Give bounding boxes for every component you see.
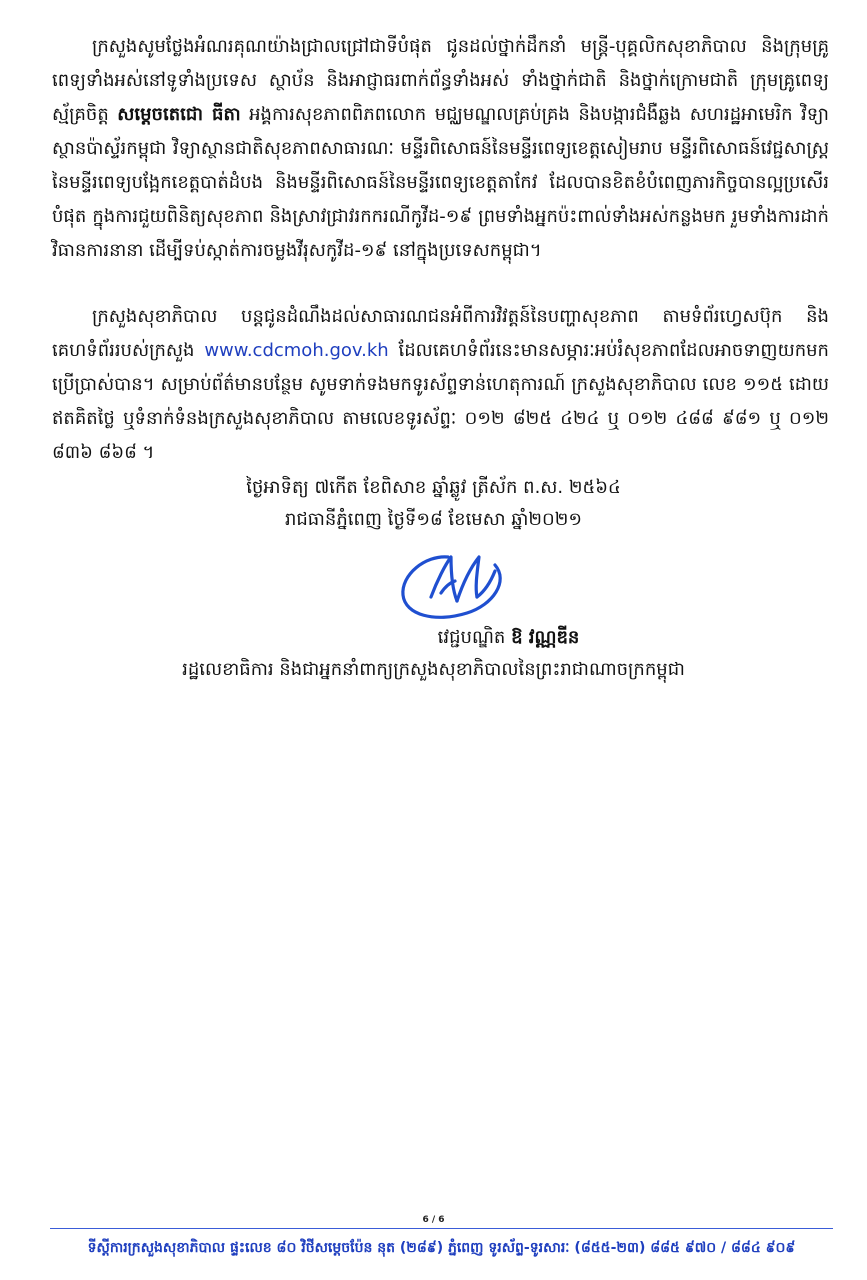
paragraph-information-text-b: ដែលគេហទំព័រនេះមានសម្ភារៈអប់រំសុខភាពដែលអាចទាញយកមកប្រើប្រាស់បាន។ សម្រាប់ព័ត៌មានបន្ថែម សូមទាក់ទងមកទូរស័ព្ទទាន់ហេតុការណ៍ ក្រសួងសុខាភិបាល លេខ ១១៥ ដោយឥតគិតថ្លៃ ឬទំនាក់ទំនងក្រសួងសុខាភិបាល តាមលេខទូរស័ព្ទៈ ០១២ ៨២៥ ៤២៤ ឬ ០១២ ៤៨៨ ៩៨១ ឬ ០១២ ៨៣៦ ៨៦៨ ។: [52, 340, 829, 463]
page-number: 6 / 6: [422, 1215, 445, 1225]
paragraph-information-text-a: ក្រសួងសុខាភិបាល បន្តជូនដំណឹងដល់សាធារណជនអំពីការវិវត្តន៍នៃបញ្ហាសុខភាព តាមទំព័រហ្វេសប៊ុក និងគេហទំព័ររបស់ក្រសួង: [52, 306, 829, 361]
paragraph-thanks-text-b: អង្គការសុខភាពពិភពលោក មជ្ឈមណ្ឌលគ្រប់គ្រង និងបង្ការជំងឺឆ្លង សហរដ្ឋអាមេរិក វិទ្យាស្ថានប៉ាស្ទ័រកម្ពុជា វិទ្យាស្ថានជាតិសុខភាពសាធារណៈ មន្ទីរពិសោធន៍នៃមន្ទីរពេទ្យខេត្តសៀមរាប មន្ទីរពិសោធន៍វេជ្ជសាស្ត្រនៃមន្ទីរពេទ្យបង្អែកខេត្តបាត់ដំបង និងមន្ទីរពិសោធន៍នៃមន្ទីរពេទ្យខេត្តតាកែវ ដែលបានខិតខំបំពេញភារកិច្ចបានល្អប្រសើរបំផុត ក្នុងការជួយពិនិត្យសុខភាព និងស្រាវជ្រាវរកករណីកូវីដ-១៩ ព្រមទាំងអ្នកប៉ះពាល់ទាំងអស់កន្លងមក រួមទាំងការដាក់វិធានការនានា ដើម្បីទប់ស្កាត់ការចម្លងវីរុសកូវីដ-១៩ នៅក្នុងប្រទេសកម្ពុជា។: [52, 104, 829, 261]
paragraph-information: [52, 300, 829, 470]
footer-address: ទីស្តីការក្រសួងសុខាភិបាល ផ្ទះលេខ ៨០ វិថីសម្តេចប៉ែន នុត (២៨៩) ភ្នំពេញ ទូរស័ព្ទ-ទូរសារៈ (៨៥៥-២៣) ៨៨៥ ៩៧០ / ៨៨៤ ៩០៩: [87, 1240, 796, 1256]
signer-role: រដ្ឋលេខាធិការ និងជាអ្នកនាំពាក្យក្រសួងសុខាភិបាលនៃព្រះរាជាណាចក្រកម្ពុជា: [182, 659, 685, 680]
signer-title: វេជ្ជបណ្ឌិត: [437, 627, 512, 648]
signer-block: [0, 622, 867, 686]
footer-divider: [50, 1228, 833, 1229]
solar-date: រាជធានីភ្នំពេញ ថ្ងៃទី១៨ ខែមេសា ឆ្នាំ២០២១: [284, 509, 583, 530]
website-link[interactable]: www.cdcmoh.gov.kh: [204, 340, 389, 361]
lunar-date: ថ្ងៃអាទិត្យ ៧កើត ខែពិសាខ ឆ្នាំឆ្លូវ ត្រីស័ក ព.ស. ២៥៦៤: [246, 477, 621, 498]
paragraph-thanks: [52, 30, 829, 268]
signer-name: ឱ វណ្ណឌីន: [511, 627, 580, 648]
signature-image: [385, 535, 515, 627]
paragraph-thanks-text-a: ក្រសួងសូមថ្លែងអំណរគុណយ៉ាងជ្រាលជ្រៅជាទីបំផុត ជូនដល់ថ្នាក់ដឹកនាំ មន្ត្រី-បុគ្គលិកសុខាភិបាល និងក្រុមគ្រូពេទ្យទាំងអស់នៅទូទាំងប្រទេស ស្ថាប័ន និងអាជ្ញាធរពាក់ព័ន្ធទាំងអស់ ទាំងថ្នាក់ជាតិ និងថ្នាក់ក្រោមជាតិ ក្រុមគ្រូពេទ្យស្ម័គ្រចិត្ត: [52, 36, 829, 125]
date-block: [0, 472, 867, 536]
signer-name-line: [0, 622, 867, 654]
paragraph-thanks-bold-name: សម្តេចតេជោ ធីតា: [117, 104, 241, 125]
